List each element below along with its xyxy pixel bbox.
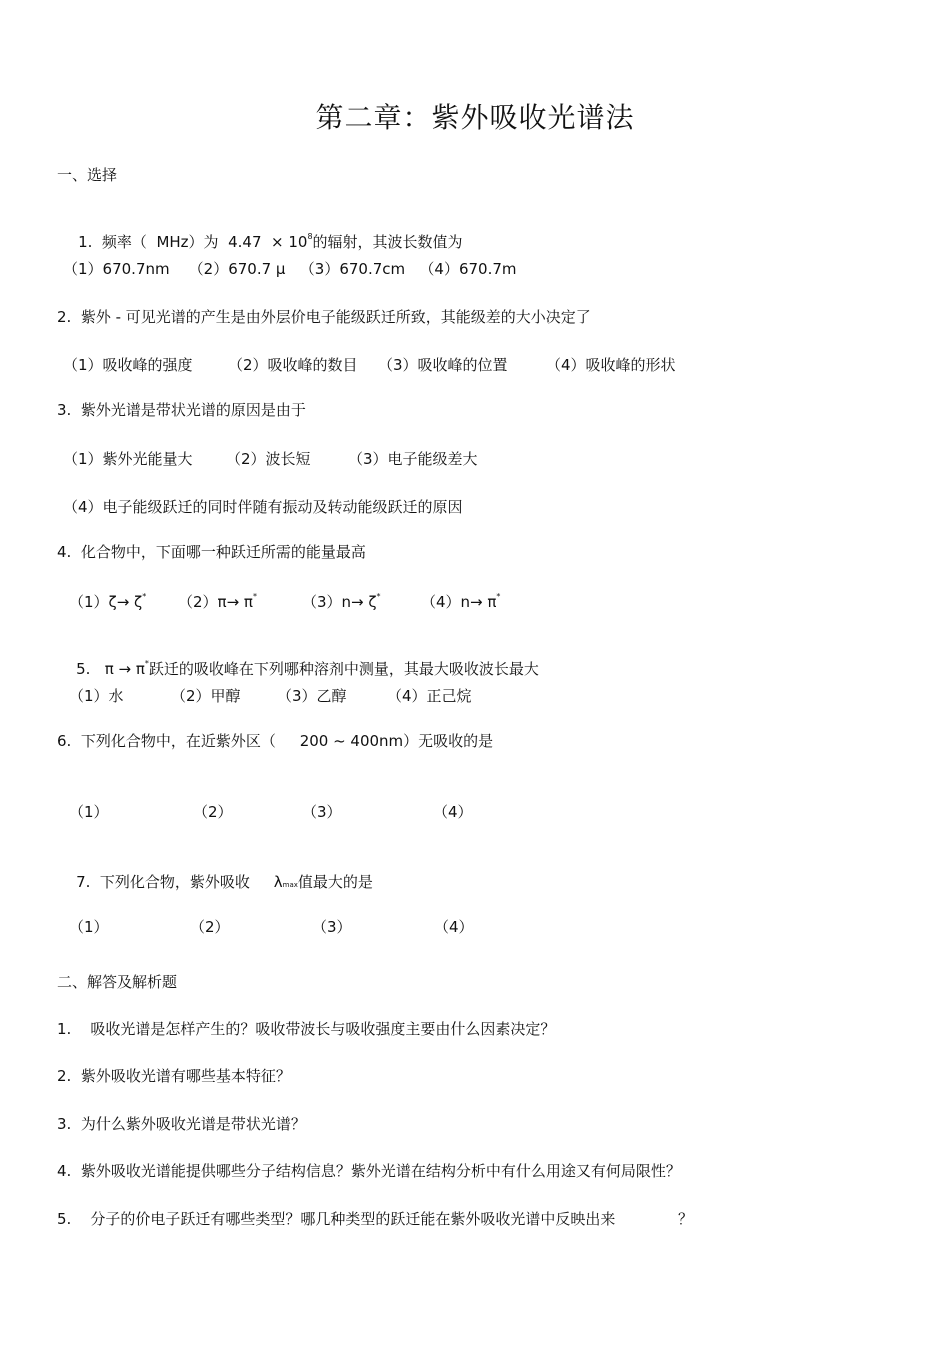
question-5-option-2: （2）甲醇: [171, 687, 241, 705]
section-heading-choice: 一、选择: [57, 166, 118, 184]
question-7-text-post: 值最大的是: [297, 873, 373, 891]
question-5-text-pre: 5. π → π: [76, 660, 145, 678]
question-2-option-4: （4）吸收峰的形状: [546, 356, 676, 374]
question-4-option-2-text: （2）π→ π: [178, 593, 253, 611]
question-6: 6. 下列化合物中，在近紫外区（ 200 ~ 400nm）无吸收的是: [57, 732, 494, 750]
question-4-option-1: [69, 592, 146, 612]
question-4-option-4-star: *: [496, 592, 501, 601]
question-1-text-post: 的辐射，其波长数值为: [312, 233, 463, 251]
question-1-exponent: 8: [307, 232, 313, 241]
question-4-option-1-text: （1）ζ→ ζ: [69, 593, 143, 611]
question-6-option-2: （2）: [193, 803, 233, 821]
question-2-option-1: （1）吸收峰的强度: [63, 356, 193, 374]
question-6-option-4: （4）: [433, 803, 473, 821]
question-7-option-4: （4）: [434, 918, 474, 936]
section-heading-answers: 二、解答及解析题: [57, 973, 178, 991]
question-1-text-pre: 1. 频率（ MHz）为 4.47 × 10: [78, 233, 308, 251]
question-6-option-1: （1）: [69, 803, 109, 821]
question-4-option-3-text: （3）n→ ζ: [302, 593, 377, 611]
question-2-option-3: （3）吸收峰的位置: [378, 356, 508, 374]
question-4-option-2: [178, 592, 257, 612]
answer-question-5: 5. 分子的价电子跃迁有哪些类型？哪几种类型的跃迁能在紫外吸收光谱中反映出来: [57, 1210, 616, 1228]
question-4-option-1-star: *: [142, 592, 147, 601]
question-3-option-2: （2）波长短: [226, 450, 311, 468]
question-7-option-3: （3）: [312, 918, 352, 936]
answer-question-3: 3. 为什么紫外吸收光谱是带状光谱？: [57, 1115, 306, 1133]
answer-question-1: 1. 吸收光谱是怎样产生的？吸收带波长与吸收强度主要由什么因素决定？: [57, 1020, 556, 1038]
question-7-subscript: max: [282, 881, 298, 889]
question-3-option-4: （4）电子能级跃迁的同时伴随有振动及转动能级跃迁的原因: [63, 498, 463, 516]
chapter-title: 第二章：紫外吸收光谱法: [315, 101, 635, 134]
question-2-option-2: （2）吸收峰的数目: [228, 356, 358, 374]
question-7-option-2: （2）: [190, 918, 230, 936]
question-5-option-4: （4）正己烷: [387, 687, 472, 705]
question-4-option-4-text: （4）n→ π: [421, 593, 497, 611]
answer-question-5-mark: ？: [678, 1210, 694, 1228]
question-5-option-3: （3）乙醇: [277, 687, 347, 705]
question-4: 4. 化合物中，下面哪一种跃迁所需的能量最高: [57, 543, 366, 561]
question-1-options: （1）670.7nm （2）670.7 μ （3）670.7cm （4）670.7m: [63, 260, 517, 278]
answer-question-4: 4. 紫外吸收光谱能提供哪些分子结构信息？紫外光谱在结构分析中有什么用途又有何局限性？: [57, 1162, 681, 1180]
question-4-option-4: [421, 592, 500, 612]
question-7-option-1: （1）: [69, 918, 109, 936]
question-2: 2. 紫外 - 可见光谱的产生是由外层价电子能级跃迁所致，其能级差的大小决定了: [57, 308, 591, 326]
answer-question-2: 2. 紫外吸收光谱有哪些基本特征？: [57, 1067, 291, 1085]
question-4-option-3: [302, 592, 381, 612]
question-3: 3. 紫外光谱是带状光谱的原因是由于: [57, 401, 306, 419]
question-4-option-3-star: *: [376, 592, 381, 601]
question-7: [57, 852, 373, 915]
question-4-option-2-star: *: [252, 592, 257, 601]
question-5-star: *: [144, 659, 149, 668]
question-3-option-1: （1）紫外光能量大: [63, 450, 193, 468]
question-5-text-post: 跃迁的吸收峰在下列哪种溶剂中测量，其最大吸收波长最大: [148, 660, 539, 678]
question-7-text-pre: 7. 下列化合物，紫外吸收 λ: [76, 873, 283, 891]
question-6-option-3: （3）: [302, 803, 342, 821]
question-3-option-3: （3）电子能级差大: [348, 450, 478, 468]
question-5-option-1: （1）水: [69, 687, 124, 705]
